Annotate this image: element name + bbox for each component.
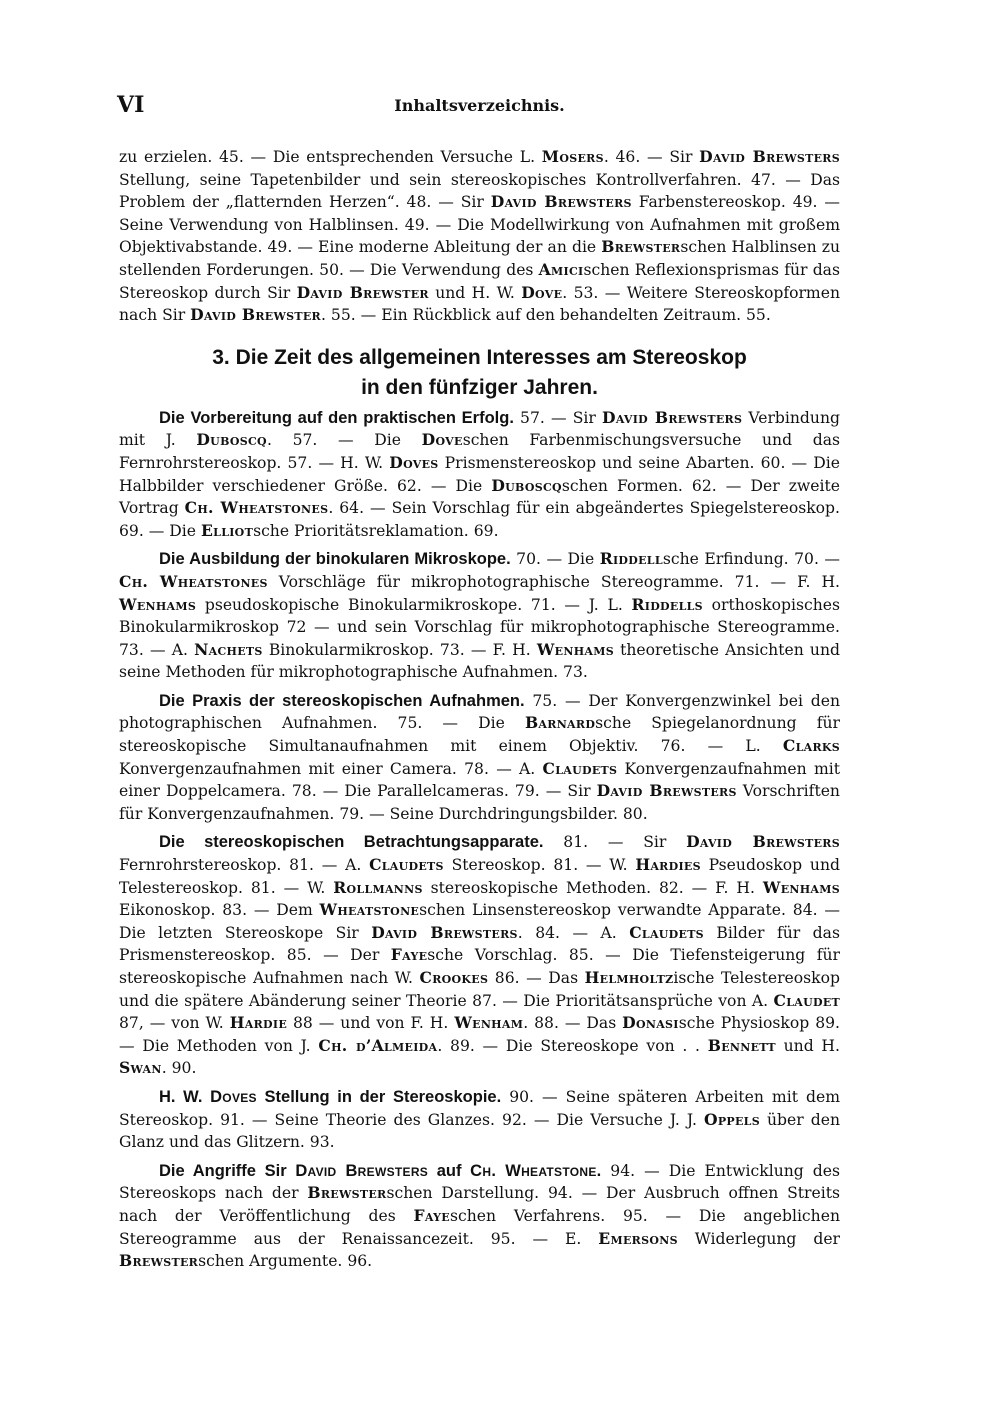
person-name: Riddells <box>631 594 703 614</box>
text-run: Widerlegung der <box>677 1229 841 1248</box>
text-run: über den Glanz und das Glitzern. 93. <box>119 1110 841 1152</box>
text-run: schen Darstellung. 94. — Der Ausbruch offnen Streits nach der Veröffentlichung des <box>119 1184 840 1225</box>
text-run: stereoskopische Methoden. 82. — F. H. <box>422 878 763 897</box>
text-run: schen Reflexionsprismas für das Stereoskop durch Sir <box>119 260 840 302</box>
text-run: und H. <box>775 1036 840 1055</box>
person-name: Dove <box>421 430 463 450</box>
person-name: David Brewsters <box>686 832 840 852</box>
text-run: . <box>596 1161 602 1180</box>
person-name: Crookes <box>419 968 489 987</box>
person-name: Ch. d’Almeida <box>318 1035 438 1055</box>
text-run: schen Farbenmischungsversuche und das Fernrohrstereoskop. 57. — H. W. <box>119 431 840 472</box>
person-name: Ch. Wheatstones <box>184 498 329 518</box>
text-run: sche Physioskop 89. — Die Methoden von J. <box>119 1014 841 1055</box>
person-name: Riddell <box>599 549 663 569</box>
text-run: 94. — Die Entwicklung des Stereoskops nach der <box>119 1161 841 1203</box>
person-name: Brewster <box>601 237 681 257</box>
text-run: 90. — Seine späteren Arbeiten mit dem Stereoskop. 91. — Seine Theorie des Glanzes. 92. — Die Versuche J. J. <box>119 1087 841 1129</box>
text-run: . 88. — Das <box>523 1014 623 1033</box>
text-run: Stellung, seine Tapetenbilder und sein stereoskopisches Kontrollverfahren. 47. — Das Problem der „flatternden Herzen“. 48. — Sir <box>119 170 840 212</box>
person-name: Donasi <box>622 1013 679 1033</box>
text-run: ische Telestereoskop und die spätere Abänderung seiner Theorie 87. — Die Prioritätsansprüche von A. <box>119 969 840 1010</box>
section-title <box>159 1088 501 1106</box>
person-name: Mosers <box>541 147 604 166</box>
person-name: Duboscq <box>491 475 562 495</box>
person-name: David Brewsters <box>371 922 518 942</box>
person-name: Wheatstone <box>319 900 420 920</box>
text-run: Eikonoskop. 83. — Dem <box>119 901 320 920</box>
section-title: Die stereoskopischen Betrachtungsapparate. <box>159 833 544 852</box>
text-run: Konvergenzaufnahmen mit einer Camera. 78. — A. <box>119 759 543 778</box>
person-name: Ch. Wheatstone <box>470 1161 597 1180</box>
person-name: Nachets <box>194 639 263 659</box>
text-run: . 89. — Die Stereoskope von . . <box>437 1036 708 1055</box>
text-run: Pseudoskop und Telestereoskop. 81. — W. <box>119 856 840 897</box>
text-run: . 57. — Die <box>266 431 422 450</box>
person-name: Dove <box>521 282 563 302</box>
person-name: Faye <box>390 945 428 965</box>
person-name: David Brewsters <box>602 407 743 427</box>
text-run: 87, — von W. <box>119 1014 230 1033</box>
person-name: David Brewsters <box>295 1161 429 1180</box>
person-name: David Brewsters <box>699 147 840 166</box>
text-run: schen Argumente. 96. <box>198 1252 373 1271</box>
text-run: schen Linsenstereoskop verwandte Apparate. 84. — Die letzten Stereoskope Sir <box>119 901 840 942</box>
text-run: Vorschriften für Konvergenzaufnahmen. 79. — Seine Durchdringungsbilder. 80. <box>119 782 840 823</box>
text-run: pseudoskopische Binokularmikroskope. 71. — J. L. <box>196 595 632 614</box>
text-run: Vorschläge für mikrophotographische Stereogramme. 71. — F. H. <box>267 572 840 591</box>
running-title: Inhaltsverzeichnis. <box>394 96 565 115</box>
toc-section <box>119 1086 840 1154</box>
section-title: Die Vorbereitung auf den praktischen Erfolg. <box>159 408 514 427</box>
text-run: Bilder für das Prismenstereoskop. 85. — Der <box>119 923 840 965</box>
text-run: 88 — und von F. H. <box>287 1014 455 1033</box>
person-name: Brewster <box>119 1251 199 1271</box>
text-run: schen Formen. 62. — Der zweite Vortrag <box>119 476 840 518</box>
text-run: zu erzielen. 45. — Die entsprechenden Versuche L. <box>119 148 542 166</box>
person-name: Wenhams <box>119 594 197 614</box>
person-name: Clarks <box>782 736 840 756</box>
person-name: Elliot <box>200 520 254 540</box>
person-name: Rollmanns <box>333 877 423 897</box>
intro-paragraph <box>119 146 840 327</box>
person-name: Ch. Wheatstones <box>119 571 268 591</box>
text-run: schen Halblinsen zu stellenden Forderungen. 50. — Die Verwendung des <box>119 238 840 279</box>
text-run: 75. — Der Konvergenzwinkel bei den photographischen Aufnahmen. 75. — Die <box>119 691 840 733</box>
toc-section <box>119 1160 840 1273</box>
person-name: Duboscq <box>196 430 267 450</box>
text-run: sche Vorschlag. 85. — Die Tiefensteigerung für stereoskopische Aufnahmen nach W. <box>119 946 840 987</box>
chapter-title-line: 3. Die Zeit des allgemeinen Interesses am Stereoskop <box>212 345 747 369</box>
text-run: sche Erfindung. 70. — <box>662 550 840 569</box>
text-run: schen Verfahrens. 95. — Die angeblichen Stereogramme aus der Renaissancezeit. 95. — E. <box>119 1206 840 1248</box>
text-run: Stellung in der Stereoskopie. <box>256 1087 502 1106</box>
person-name: Wenhams <box>762 877 840 897</box>
page-header <box>117 92 842 122</box>
toc-section <box>119 548 840 684</box>
text-run: theoretische Ansichten und seine Methoden für mikrophotographische Aufnahmen. 73. <box>119 640 840 682</box>
text-run: 86. — Das <box>488 969 585 987</box>
toc-section <box>119 831 840 1080</box>
text-run: 57. — Sir <box>513 408 602 427</box>
section-title: Die Praxis der stereoskopischen Aufnahmen. <box>159 691 525 710</box>
text-run: Prismenstereoskop und seine Abarten. 60. — Die Halbbilder verschiedener Größe. 62. — Die <box>119 453 840 495</box>
person-name: Claudet <box>773 990 840 1010</box>
text-run: orthoskopisches Binokularmikroskop 72 — und sein Vorschlag für mikrophotographische Stereogramme. 73. — A. <box>119 595 840 659</box>
text-run: . 84. — A. <box>517 923 630 942</box>
text-run: sche Spiegelanordnung für stereoskopische Simultanaufnahmen mit einem Objektiv. 76. — L. <box>119 714 840 756</box>
person-name: Swan <box>119 1058 162 1078</box>
person-name: Oppels <box>703 1109 760 1129</box>
person-name: Wenham <box>454 1013 524 1033</box>
text-run: und H. W. <box>428 283 522 302</box>
text-run: . 90. <box>161 1059 197 1078</box>
person-name: Doves <box>389 452 439 472</box>
text-run: Konvergenzaufnahmen mit einer Doppelcamera. 78. — Die Parallelcameras. 79. — Sir <box>119 759 840 801</box>
person-name: Brewster <box>307 1183 387 1203</box>
text-run: Farbenstereoskop. 49. — Seine Verwendung von Halblinsen. 49. — Die Modellwirkung von Aufnahmen mit großem Objektivabstande. 49. — Eine moderne Ableitung der an die <box>119 193 840 257</box>
text-run: auf <box>428 1161 471 1180</box>
text-run: Fernrohrstereoskop. 81. — A. <box>119 856 370 875</box>
person-name: Hardies <box>635 855 701 875</box>
section-title <box>159 1162 601 1180</box>
text-run: Stereoskop. 81. — W. <box>443 856 636 875</box>
page-number: VI <box>117 92 145 118</box>
person-name: Wenhams <box>536 639 614 659</box>
person-name: Hardie <box>229 1013 287 1033</box>
toc-body <box>119 146 840 1273</box>
text-run: . 46. — Sir <box>603 148 700 166</box>
person-name: David Brewster <box>190 305 321 325</box>
person-name: Claudets <box>629 922 704 942</box>
person-name: Emersons <box>598 1228 678 1248</box>
person-name: David Brewsters <box>490 192 632 212</box>
person-name: Helmholtz <box>584 968 674 987</box>
text-run: Verbindung mit J. <box>119 408 840 450</box>
person-name: David Brewster <box>296 282 429 302</box>
text-run: Binokularmikroskop. 73. — F. H. <box>262 640 537 659</box>
text-run: sche Prioritätsreklamation. 69. <box>253 521 499 540</box>
person-name: David Brewsters <box>596 781 737 801</box>
text-run: . 64. — Sein Vorschlag für ein abgeändertes Spiegelstereoskop. 69. — Die <box>119 499 840 540</box>
person-name: Amici <box>538 259 584 279</box>
text-run: Die Angriffe Sir <box>159 1161 296 1180</box>
toc-section <box>119 407 840 543</box>
text-run: 70. — Die <box>510 550 600 569</box>
section-title: Die Ausbildung der binokularen Mikroskope. <box>159 550 511 569</box>
text-run: . 55. — Ein Rückblick auf den behandelten Zeitraum. 55. <box>320 306 771 325</box>
person-name: Claudets <box>369 855 444 875</box>
chapter-title-line: in den fünfziger Jahren. <box>361 375 598 399</box>
person-name: Claudets <box>542 758 618 778</box>
text-run: . 53. — Weitere Stereoskopformen nach Sir <box>119 283 840 325</box>
text-run: 81. — Sir <box>543 833 687 852</box>
toc-section <box>119 690 840 826</box>
person-name: Faye <box>413 1205 450 1225</box>
text-run: H. W. <box>159 1087 211 1106</box>
person-name: Doves <box>210 1087 257 1106</box>
person-name: Barnard <box>524 713 596 733</box>
person-name: Bennett <box>707 1035 776 1055</box>
chapter-title <box>119 343 840 403</box>
